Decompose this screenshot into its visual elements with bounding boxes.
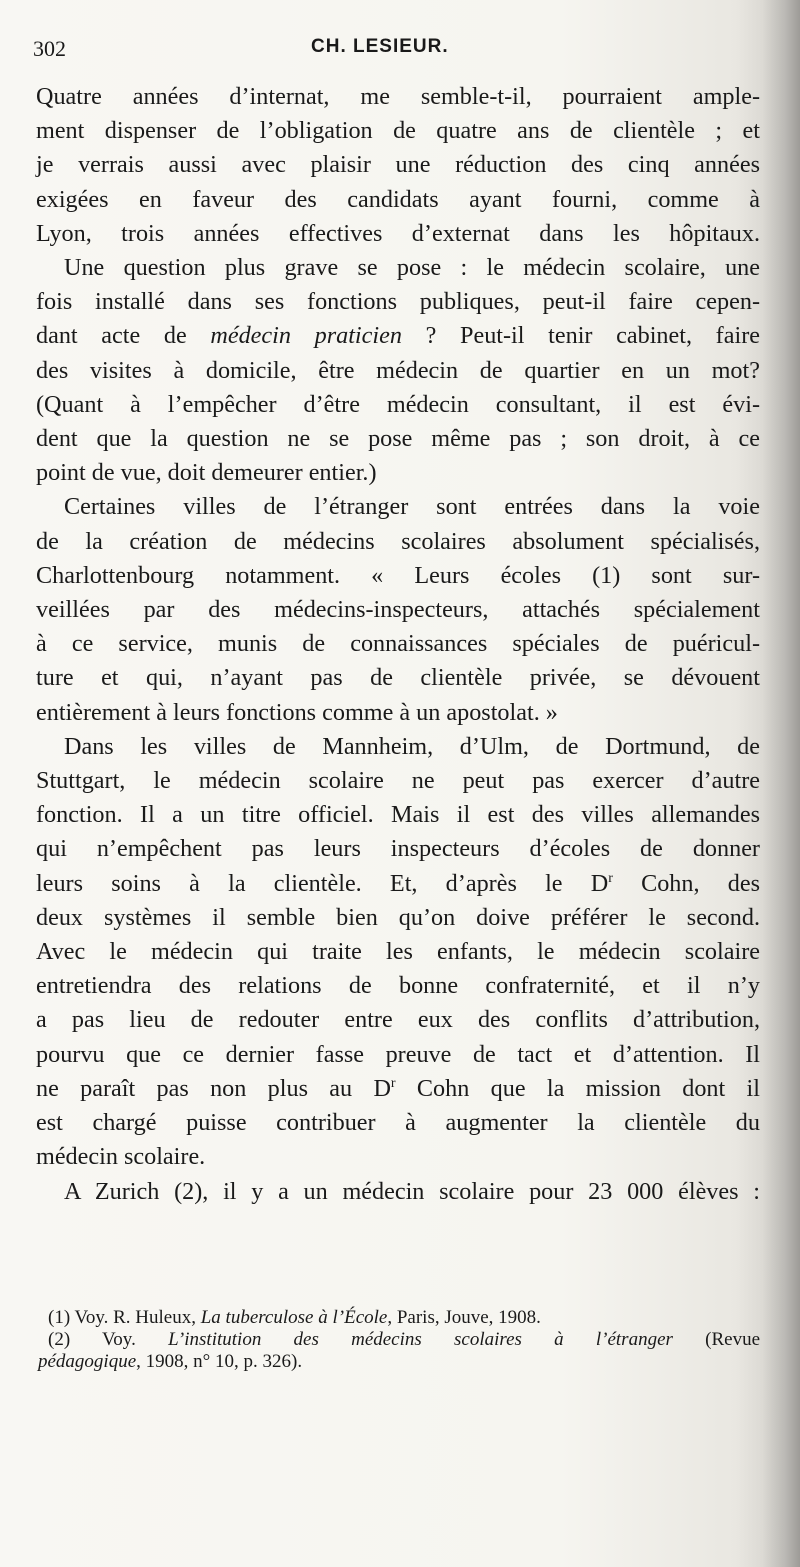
page-number: 302 xyxy=(33,36,66,61)
text-line: de la création de médecins scolaires absolument spécialisés, xyxy=(36,527,760,555)
text-line: qui n’empêchent pas leurs inspecteurs d’écoles de donner xyxy=(36,835,760,863)
text-line: médecin scolaire. xyxy=(36,1143,206,1171)
text-line: je verrais aussi avec plaisir une réduction des cinq années xyxy=(36,151,760,179)
text-span: (2) Voy. xyxy=(48,1329,169,1350)
text-line: Dans les villes de Mannheim, d’Ulm, de Dortmund, de xyxy=(64,732,760,760)
superscript: r xyxy=(608,870,613,886)
text-line: fonction. Il a un titre officiel. Mais il est des villes allemandes xyxy=(36,801,760,829)
running-title: CH. LESIEUR. xyxy=(311,36,449,57)
page-edge-shadow xyxy=(762,0,800,1567)
text-line: Lyon, trois années effectives d’externat dans les hôpitaux. xyxy=(36,219,760,247)
italic-title: La tuberculose à l’École xyxy=(200,1307,388,1328)
footnote-1 xyxy=(38,1307,760,1329)
body-text xyxy=(36,80,760,1209)
paragraph-1 xyxy=(36,80,760,251)
text-line: à ce service, munis de connaissances spéciales de puéricul- xyxy=(36,630,760,658)
text-span: (Revue xyxy=(672,1329,760,1350)
text-line: veillées par des médecins-inspecteurs, attachés spécialement xyxy=(36,596,760,624)
text-span: (1) Voy. R. Huleux, xyxy=(48,1307,201,1328)
text-line xyxy=(36,867,760,901)
text-line: deux systèmes il semble bien qu’on doive préférer le second. xyxy=(36,903,760,931)
superscript: r xyxy=(390,1075,396,1091)
text-line: Avec le médecin qui traite les enfants, le médecin scolaire xyxy=(36,938,760,966)
italic-title: L’institution des médecins scolaires à l’étranger xyxy=(168,1329,673,1350)
text-line: point de vue, doit demeurer entier.) xyxy=(36,459,377,487)
text-line: Stuttgart, le médecin scolaire ne peut pas exercer d’autre xyxy=(36,767,760,795)
paragraph-4 xyxy=(36,730,760,1175)
italic-term: médecin praticien xyxy=(210,322,402,350)
text-line: a pas lieu de redouter entre eux des conflits d’attribution, xyxy=(36,1006,760,1034)
text-line: Quatre années d’internat, me semble-t-il, pourraient ample- xyxy=(36,83,760,110)
text-span: Cohn que la mission dont il xyxy=(395,1074,760,1102)
footnote-2-continuation xyxy=(38,1351,760,1373)
text-line: (Quant à l’empêcher d’être médecin consultant, il est évi- xyxy=(36,390,760,418)
text-line: ment dispenser de l’obligation de quatre ans de clientèle ; et xyxy=(36,117,760,145)
text-line: Charlottenbourg notamment. « Leurs écoles (1) sont sur- xyxy=(36,561,760,589)
text-line: entièrement à leurs fonctions comme à un apostolat. » xyxy=(36,698,558,726)
running-head xyxy=(33,36,760,72)
italic-title: pédagogique xyxy=(38,1351,137,1372)
paragraph-2 xyxy=(36,251,760,490)
text-line: ture et qui, n’ayant pas de clientèle privée, se dévouent xyxy=(36,664,760,692)
text-span: Cohn, des xyxy=(612,869,760,897)
text-line xyxy=(36,319,760,353)
paragraph-5 xyxy=(36,1175,760,1209)
text-span: leurs soins à la clientèle. Et, d’après le D xyxy=(36,869,609,897)
text-line: dent que la question ne se pose même pas ; son droit, à ce xyxy=(36,425,760,453)
text-span: ? Peut-il tenir cabinet, faire xyxy=(401,322,760,350)
text-span: , Paris, Jouve, 1908. xyxy=(387,1307,541,1328)
text-line: des visites à domicile, être médecin de quartier en un mot? xyxy=(36,356,760,384)
text-span: dant acte de xyxy=(36,322,211,350)
footnote-2 xyxy=(38,1329,760,1351)
text-line xyxy=(36,1072,760,1106)
text-line: Une question plus grave se pose : le médecin scolaire, une xyxy=(64,254,760,282)
paragraph-3 xyxy=(36,490,760,729)
text-span: , 1908, n° 10, p. 326). xyxy=(136,1351,303,1372)
text-line: entretiendra des relations de bonne confraternité, et il n’y xyxy=(36,972,760,1000)
text-line: fois installé dans ses fonctions publiques, peut-il faire cepen- xyxy=(36,288,760,316)
text-line: exigées en faveur des candidats ayant fourni, comme à xyxy=(36,185,760,213)
text-line: est chargé puisse contribuer à augmenter la clientèle du xyxy=(36,1109,760,1137)
text-line: Certaines villes de l’étranger sont entrées dans la voie xyxy=(64,493,760,521)
text-span: ne paraît pas non plus au D xyxy=(36,1074,391,1102)
text-line: pourvu que ce dernier fasse preuve de tact et d’attention. Il xyxy=(36,1040,760,1068)
footnotes xyxy=(38,1307,760,1373)
text-line: A Zurich (2), il y a un médecin scolaire pour 23 000 élèves : xyxy=(64,1177,760,1205)
